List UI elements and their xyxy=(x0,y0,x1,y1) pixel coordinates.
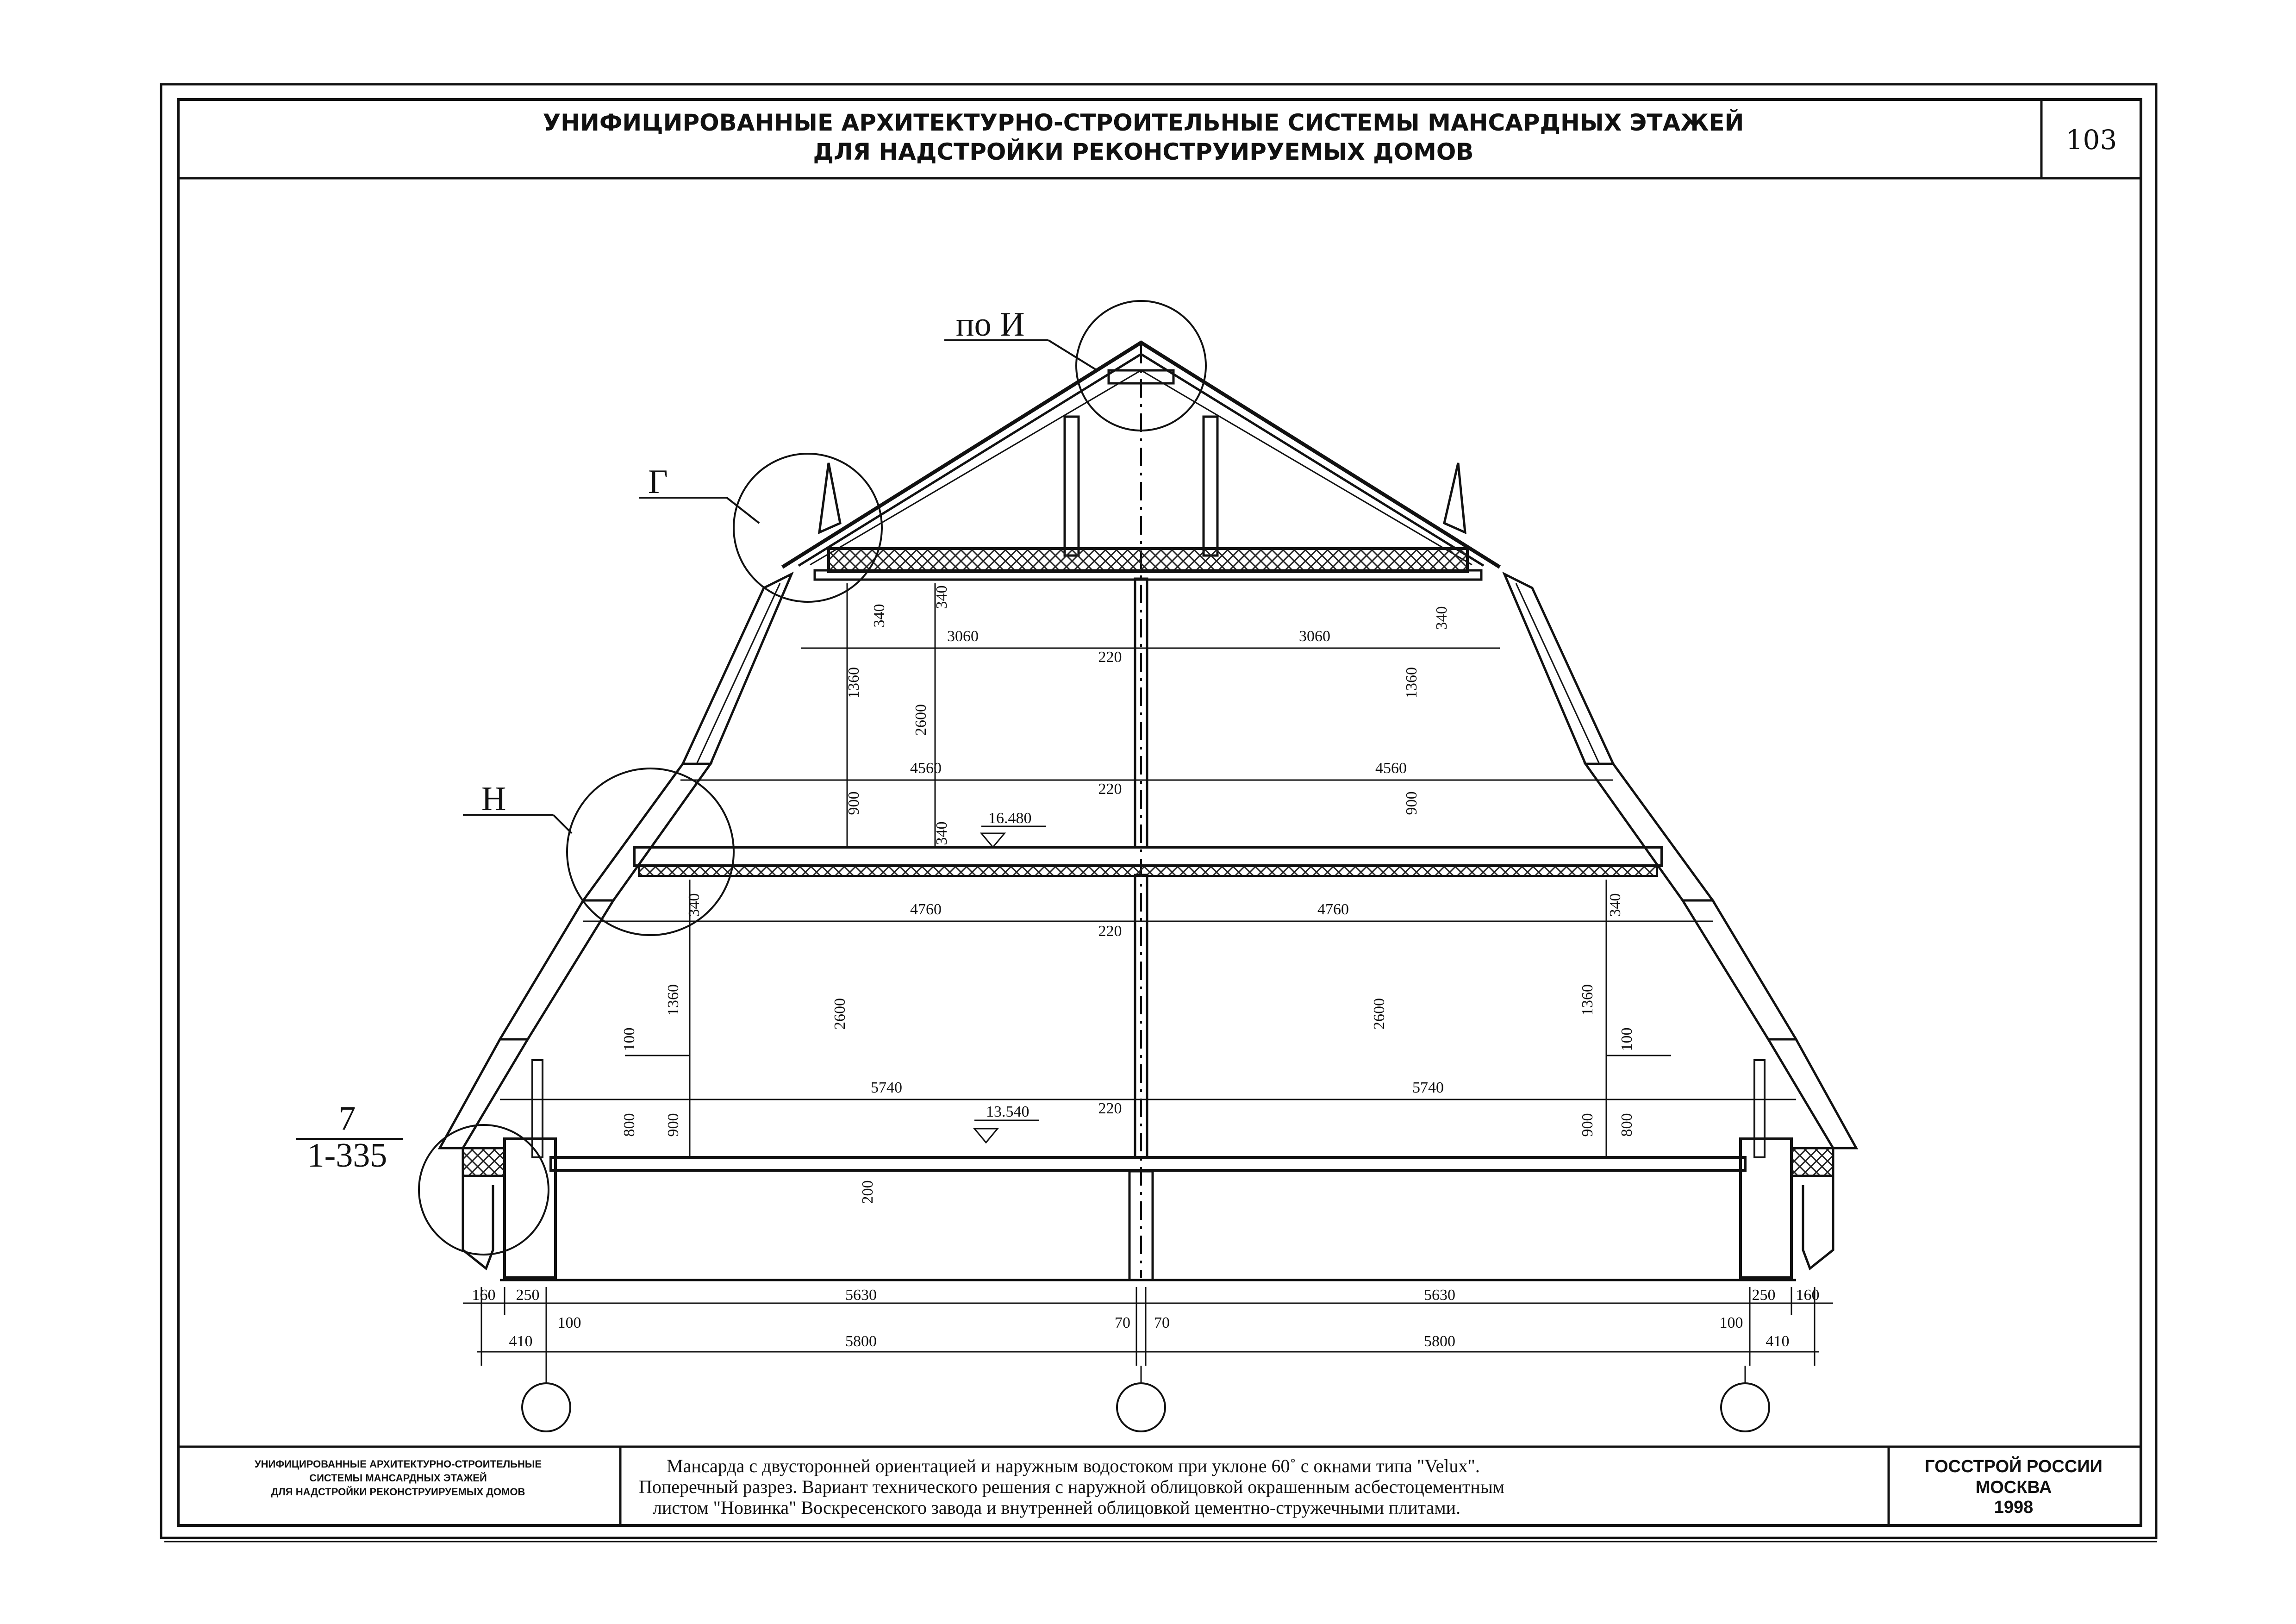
level-marks xyxy=(974,810,1046,1143)
dim-250-left: 250 xyxy=(516,1287,540,1304)
callout-detail-number: 7 xyxy=(338,1099,356,1137)
dim-220-c: 220 xyxy=(1098,923,1122,940)
dim-70-left: 70 xyxy=(1115,1314,1130,1331)
dim-4560-left: 4560 xyxy=(910,760,942,777)
dim-340-v6: 340 xyxy=(1607,893,1624,917)
bottom-dimension-chain xyxy=(463,1287,1833,1431)
dim-900-v3: 900 xyxy=(665,1113,682,1137)
dim-2600-v3: 2600 xyxy=(1371,998,1388,1030)
stamp-series-line3: ДЛЯ НАДСТРОЙКИ РЕКОНСТРУИРУЕМЫХ ДОМОВ xyxy=(271,1486,525,1498)
dim-340-v5: 340 xyxy=(686,893,703,917)
dim-3060-left: 3060 xyxy=(947,628,979,645)
dim-100-bottom-left: 100 xyxy=(557,1314,581,1331)
dim-100-bottom-right: 100 xyxy=(1719,1314,1743,1331)
dim-410-left: 410 xyxy=(509,1333,533,1350)
dim-1360-v2: 1360 xyxy=(1403,667,1420,699)
dim-340-v3: 340 xyxy=(1433,606,1450,630)
dim-100-v2: 100 xyxy=(1618,1027,1635,1051)
dim-220-d: 220 xyxy=(1098,1100,1122,1117)
stamp-org-line1: ГОССТРОЙ РОССИИ xyxy=(1925,1457,2103,1476)
sheet-title-line2: ДЛЯ НАДСТРОЙКИ РЕКОНСТРУИРУЕМЫХ ДОМОВ xyxy=(813,138,1474,165)
dim-250-right: 250 xyxy=(1752,1287,1776,1304)
dim-220-a: 220 xyxy=(1098,649,1122,666)
dim-800-v2: 800 xyxy=(1618,1113,1635,1137)
dim-2600-v1: 2600 xyxy=(912,704,930,736)
stamp-org-line2: МОСКВА xyxy=(1975,1478,2052,1497)
dim-1360-v4: 1360 xyxy=(1579,984,1596,1016)
dim-4760-left: 4760 xyxy=(910,901,942,918)
detail-callouts xyxy=(296,301,1206,1255)
dim-900-v4: 900 xyxy=(1579,1113,1596,1137)
dim-340-v4: 340 xyxy=(933,821,950,845)
stamp-series-line2: СИСТЕМЫ МАНСАРДНЫХ ЭТАЖЕЙ xyxy=(309,1472,487,1484)
callout-break: Н xyxy=(481,780,506,818)
dim-100-v1: 100 xyxy=(621,1027,638,1051)
dim-1360-v1: 1360 xyxy=(845,667,862,699)
level-upper-floor: 16.480 xyxy=(988,810,1032,827)
dim-5800-right: 5800 xyxy=(1424,1333,1455,1350)
stamp-description-line3: листом "Новинка" Воскресенского завода и внутренней облицовкой цементно-стружечными плитами. xyxy=(653,1497,1461,1518)
sheet-title-line1: УНИФИЦИРОВАННЫЕ АРХИТЕКТУРНО-СТРОИТЕЛЬНЫЕ СИСТЕМЫ МАНСАРДНЫХ ЭТАЖЕЙ xyxy=(543,109,1744,136)
dim-800-v1: 800 xyxy=(621,1113,638,1137)
dim-5740-right: 5740 xyxy=(1412,1079,1444,1096)
dim-5740-left: 5740 xyxy=(871,1079,902,1096)
callout-ridge: по И xyxy=(956,306,1025,344)
vertical-dimension-labels xyxy=(621,586,1635,1204)
dim-4560-right: 4560 xyxy=(1375,760,1407,777)
dim-340-v2: 340 xyxy=(933,585,950,609)
dim-70-right: 70 xyxy=(1154,1314,1170,1331)
callout-detail-ref: 1-335 xyxy=(307,1137,387,1174)
dim-160-left: 160 xyxy=(472,1287,496,1304)
attic-floor-slab xyxy=(829,549,1467,572)
dim-4760-right: 4760 xyxy=(1317,901,1349,918)
page-number: 103 xyxy=(2065,124,2117,156)
dim-160-right: 160 xyxy=(1796,1287,1820,1304)
dim-5630-left: 5630 xyxy=(845,1287,877,1304)
stamp-description-line2: Поперечный разрез. Вариант технического решения с наружной облицовкой окрашенным асбестоцементным xyxy=(639,1476,1505,1497)
dim-1360-v3: 1360 xyxy=(665,984,682,1016)
dim-220-b: 220 xyxy=(1098,781,1122,798)
stamp-year: 1998 xyxy=(1994,1498,2034,1517)
dim-340-v1: 340 xyxy=(871,604,888,628)
dim-410-right: 410 xyxy=(1766,1333,1790,1350)
dim-200-v1: 200 xyxy=(859,1180,876,1204)
dim-900-v2: 900 xyxy=(1403,791,1420,815)
lower-floor-slab xyxy=(551,1157,1745,1170)
dim-3060-right: 3060 xyxy=(1299,628,1330,645)
dim-900-v1: 900 xyxy=(845,791,862,815)
callout-upper-eave: Г xyxy=(648,463,668,501)
intermediate-floor-slab xyxy=(634,847,1662,866)
dim-5630-right: 5630 xyxy=(1424,1287,1455,1304)
stamp-description-line1: Мансарда с двусторонней ориентацией и наружным водостоком при уклоне 60˚ с окнами типа "Velux". xyxy=(667,1455,1480,1476)
dim-5800-left: 5800 xyxy=(845,1333,877,1350)
stamp-series-line1: УНИФИЦИРОВАННЫЕ АРХИТЕКТУРНО-СТРОИТЕЛЬНЫЕ xyxy=(254,1458,542,1470)
level-lower-floor: 13.540 xyxy=(986,1103,1029,1120)
dim-2600-v2: 2600 xyxy=(831,998,849,1030)
